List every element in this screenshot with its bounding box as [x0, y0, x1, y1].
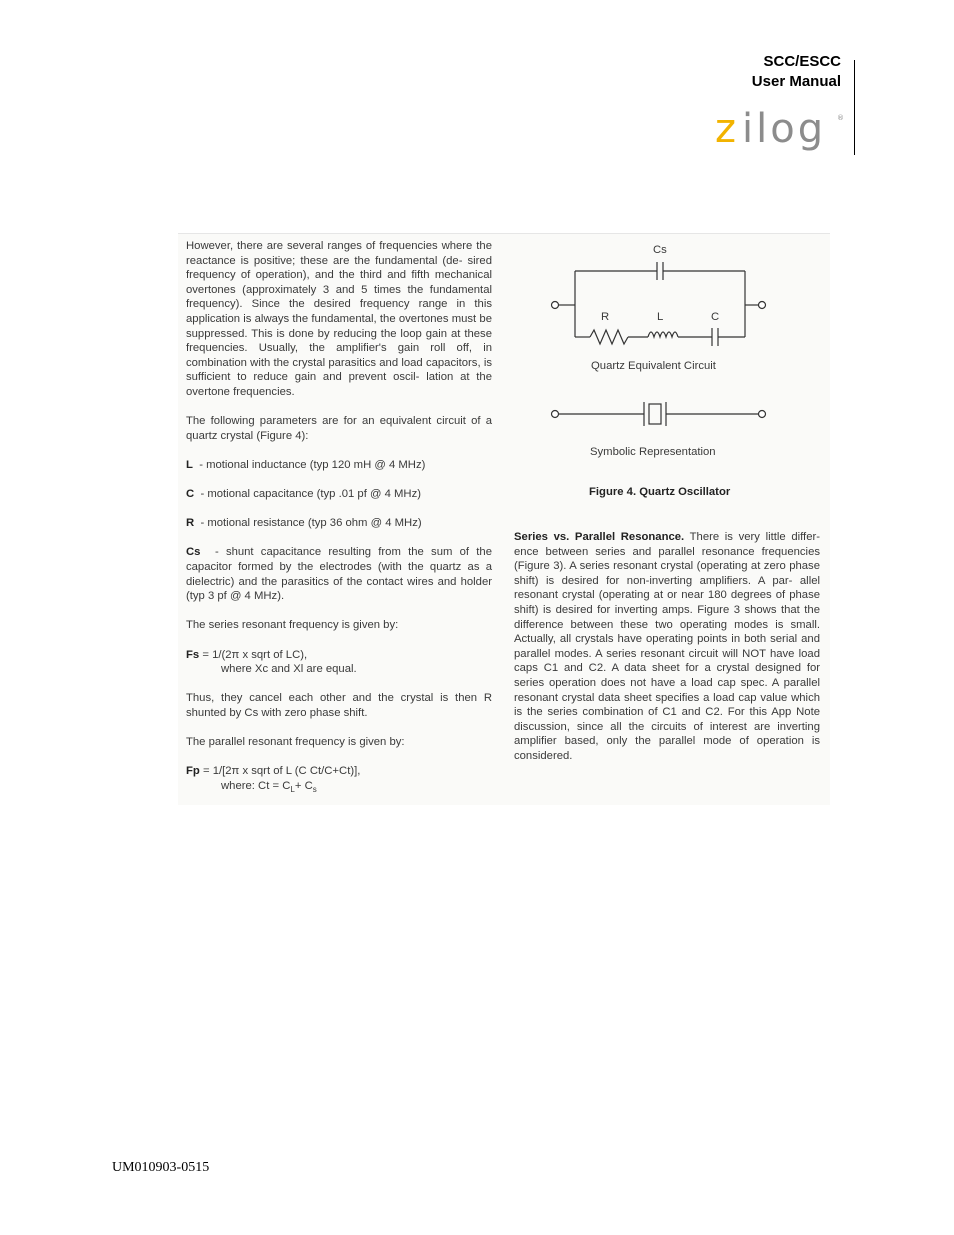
label-l: L: [657, 311, 664, 323]
fs-key: Fs: [186, 648, 200, 661]
param-c-text: - motional capacitance (typ .01 pf @ 4 MHz): [200, 488, 422, 501]
thus-paragraph: Thus, they cancel each other and the crystal is then R shunted by Cs with zero phase shift.: [186, 692, 492, 719]
symbolic-left-terminal: [552, 411, 559, 418]
param-cs-text: - shunt capacitance resulting from the sum of the capacitor formed by the electrodes (with the quartz as a dielectric) and the parasitics of the contact wires and holder (typ 3 pf @ 4 MHz).: [186, 546, 492, 603]
resistor-symbol: [590, 330, 628, 344]
paragraph-overtones: However, there are several ranges of frequencies where the reactance is positive; these are the fundamental (de- sired frequency of operation), and the third and fifth mechanical overtones (approximately 3 and 5 times the fundamental frequency). Since the desired frequency range in this application is always the fundamental, the overtones must be suppressed. This is done by reducing the loop gain at these frequencies. Usually, the amplifier's gain roll off, in combination with the crystal parasitics and load capacitors, is sufficient to reduce gain and prevent oscil- lation at the overtone frequencies.: [186, 240, 492, 398]
zilog-logo: [713, 108, 848, 158]
manual-title: [752, 52, 841, 92]
manual-title-line2: User Manual: [751, 73, 841, 90]
param-c-key: C: [186, 488, 195, 501]
fp-sub-l: L: [290, 784, 295, 794]
figure-caption: Figure 4. Quartz Oscillator: [589, 486, 731, 498]
registered-mark: ®: [837, 114, 844, 122]
series-parallel-body: There is very little differ- ence between series and parallel resonance frequencies (Figure 3). A series resonant crystal (operating at zero phase shift) is desired for non-inverting amplifiers. A par- allel resonant crystal (operating at or near 180 degrees of phase shift) is desired for inverting amps. Figure 3 shows that the difference between these two operating modes is small. Actually, all crystals have operating points in both serial and parallel modes. A series resonant circuit will NOT have load caps C1 and C2. A data sheet for a crystal designed for series operation does not have a load cap spec. A parallel resonant crystal data sheet specifies a load cap value which is the series combination of C1 and C2. For this App Note discussion, since all the circuits of interest are inverting amplifier based, only the parallel mode of operation is considered.: [514, 531, 821, 762]
fs-formula: [186, 648, 492, 663]
fp-plus: + C: [294, 779, 313, 792]
parallel-intro: The parallel resonant frequency is given by:: [186, 736, 405, 749]
equivalent-circuit-caption: Quartz Equivalent Circuit: [591, 360, 716, 372]
header-divider: [854, 60, 855, 155]
right-column: [514, 530, 820, 764]
fs-formula-text: = 1/(2π x sqrt of LC),: [202, 648, 308, 661]
label-r: R: [601, 311, 610, 323]
manual-title-line1: SCC/ESCC: [763, 53, 841, 70]
fp-where: [186, 779, 492, 798]
series-parallel-heading: Series vs. Parallel Resonance.: [514, 531, 685, 543]
circuit-diagram: [178, 233, 830, 523]
param-cs: [186, 545, 492, 603]
param-l-key: L: [186, 458, 193, 471]
fp-formula-text: = 1/[2π x sqrt of L (C Ct/C+Ct)],: [202, 765, 361, 778]
symbolic-right-terminal: [759, 411, 766, 418]
zilog-logo-rest: ilog: [742, 108, 827, 152]
fp-key: Fp: [186, 765, 200, 778]
param-r-text: - motional resistance (typ 36 ohm @ 4 MHz): [200, 517, 422, 530]
label-cs: Cs: [653, 244, 667, 256]
fp-where-prefix: where: Ct = C: [221, 779, 291, 792]
series-intro: The series resonant frequency is given by:: [186, 619, 399, 632]
figure-4: [178, 233, 830, 523]
param-r-key: R: [186, 517, 195, 530]
inductor-symbol: [648, 332, 678, 337]
label-c: C: [711, 311, 720, 323]
paragraph-parameters-intro: The following parameters are for an equivalent circuit of a quartz crystal (Figure 4):: [186, 415, 492, 442]
fp-formula: [186, 764, 492, 779]
fp-sub-s: s: [312, 784, 317, 794]
right-terminal: [759, 302, 766, 309]
param-l-text: - motional inductance (typ 120 mH @ 4 MHz): [199, 458, 426, 471]
document-number: UM010903-0515: [112, 1160, 210, 1175]
zilog-logo-z: z: [715, 108, 736, 152]
symbolic-caption: Symbolic Representation: [590, 446, 716, 458]
crystal-symbol: [649, 404, 661, 424]
left-terminal: [552, 302, 559, 309]
param-cs-key: Cs: [186, 546, 201, 559]
fs-where: where Xc and Xl are equal.: [221, 663, 357, 676]
